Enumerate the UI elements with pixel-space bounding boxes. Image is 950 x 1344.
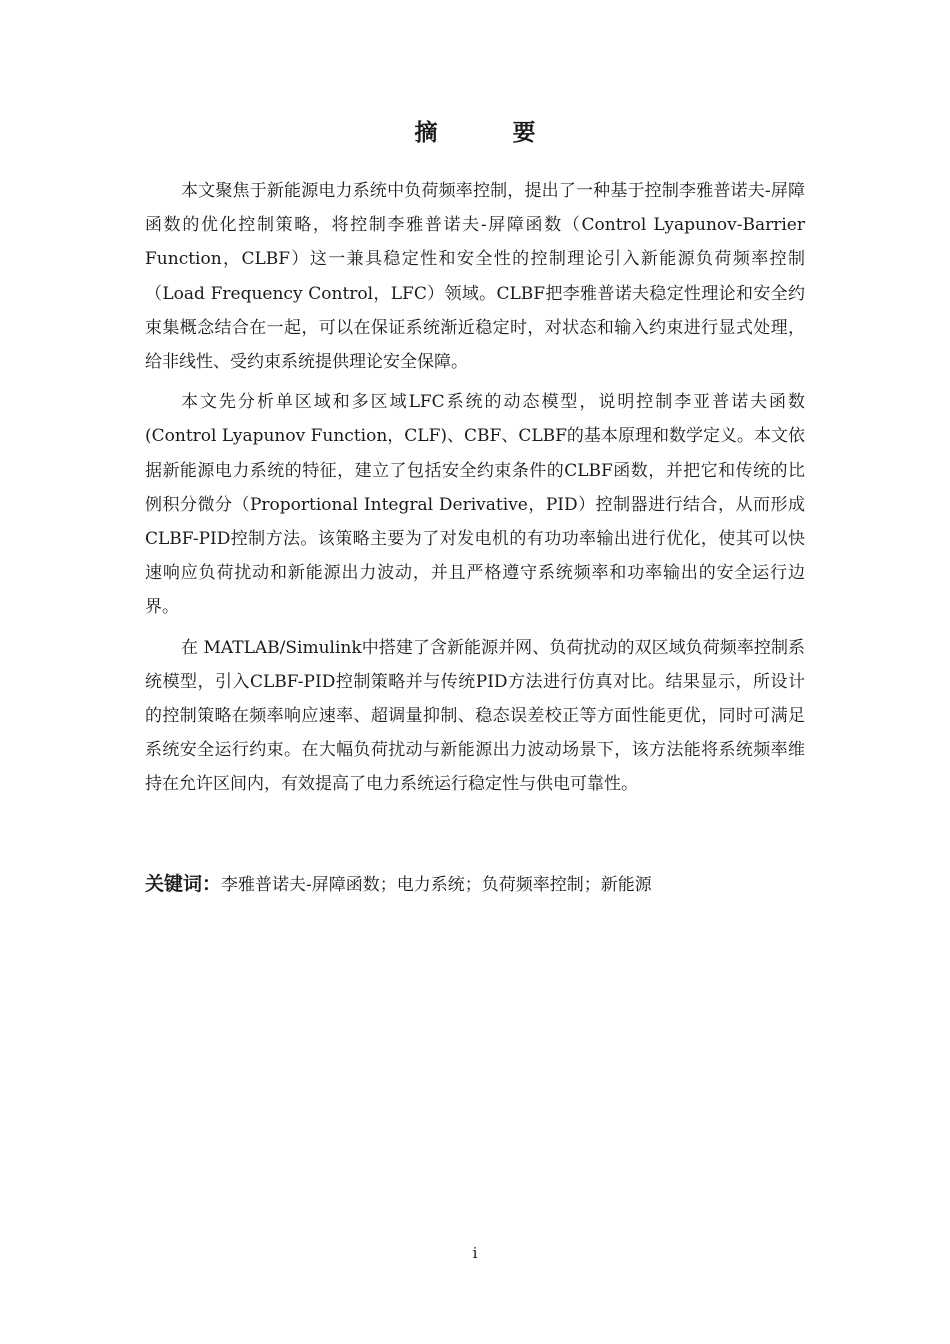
- abstract-paragraph-3: 在 MATLAB/Simulink中搭建了含新能源并网、负荷扰动的双区域负荷频率控制系统模型，引入CLBF-PID控制策略并与传统PID方法进行仿真对比。结果显示，所设计的控制策略在频率响应速率、超调量抑制、稳态误差校正等方面性能更优，同时可满足系统安全运行约束。在大幅负荷扰动与新能源出力波动场景下，该方法能将系统频率维持在允许区间内，有效提高了电力系统运行稳定性与供电可靠性。: [145, 637, 805, 795]
- abstract-paragraph-1: 本文聚焦于新能源电力系统中负荷频率控制，提出了一种基于控制李雅普诺夫-屏障函数的优化控制策略，将控制李雅普诺夫-屏障函数（Control Lyapunov-Barrier Function，CLBF）这一兼具稳定性和安全性的控制理论引入新能源负荷频率控制（Load Frequency Control，LFC）领域。CLBF把李雅普诺夫稳定性理论和安全约束集概念结合在一起，可以在保证系统渐近稳定时，对状态和输入约束进行显式处理，给非线性、受约束系统提供理论安全保障。: [145, 181, 805, 373]
- page-number: i: [472, 1244, 478, 1262]
- abstract-body: [145, 174, 805, 808]
- abstract-title: 摘 要: [414, 120, 562, 146]
- keywords-line: [145, 868, 805, 901]
- keywords-text: 李雅普诺夫-屏障函数；电力系统；负荷频率控制；新能源: [221, 875, 652, 895]
- keywords-label: 关键词：: [145, 873, 222, 895]
- abstract-paragraph-2: 本文先分析单区域和多区域LFC系统的动态模型，说明控制李亚普诺夫函数(Control Lyapunov Function，CLF)、CBF、CLBF的基本原理和数学定义。本文依据新能源电力系统的特征，建立了包括安全约束条件的CLBF函数，并把它和传统的比例积分微分（Proportional Integral Derivative，PID）控制器进行结合，从而形成CLBF-PID控制方法。该策略主要为了对发电机的有功功率输出进行优化，使其可以快速响应负荷扰动和新能源出力波动，并且严格遵守系统频率和功率输出的安全运行边界。: [145, 392, 805, 618]
